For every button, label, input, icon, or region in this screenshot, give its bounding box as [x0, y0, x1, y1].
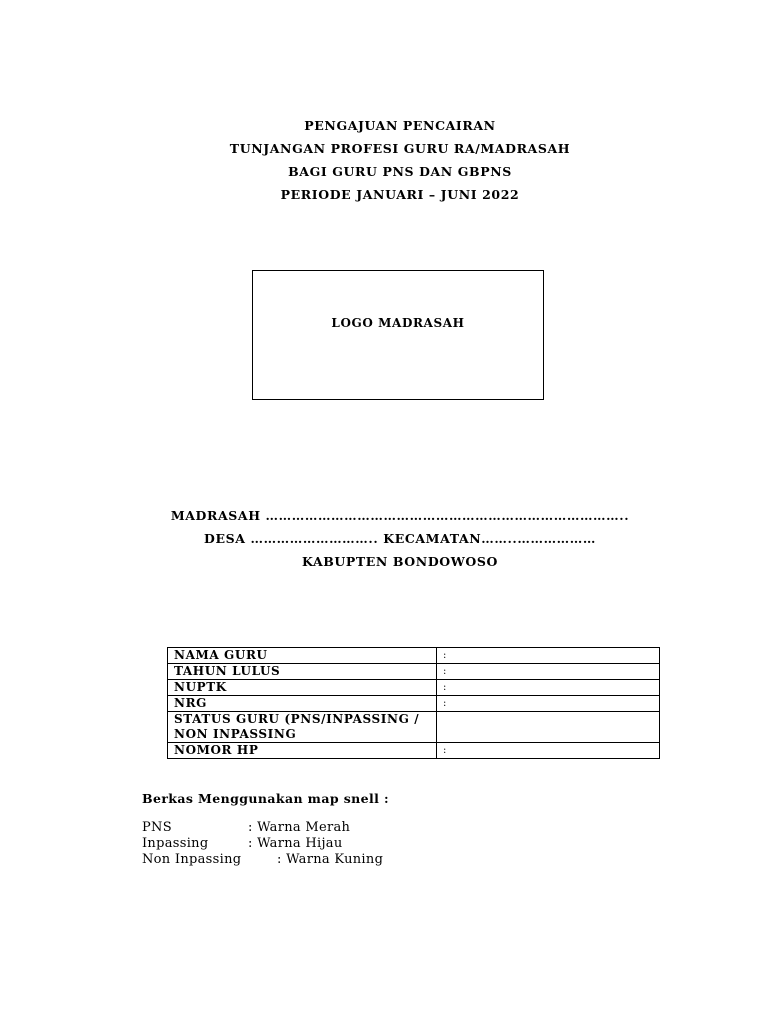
- title-line-1: PENGAJUAN PENCAIRAN: [304, 118, 496, 133]
- row-value-nomor-hp: :: [437, 743, 660, 759]
- table-row: [168, 743, 660, 759]
- row-value-nrg: :: [437, 696, 660, 712]
- row-label-nama-guru: NAMA GURU: [168, 648, 437, 664]
- kabupaten-line: KABUPTEN BONDOWOSO: [301, 554, 498, 569]
- desa-kecamatan-line: DESA ……………………….. KECAMATAN……..………………: [204, 531, 596, 546]
- berkas-heading: Berkas Menggunakan map snell :: [142, 791, 390, 806]
- table-row: [168, 712, 660, 743]
- list-item: [142, 852, 384, 868]
- list-item: [142, 836, 343, 852]
- row-label-nomor-hp: NOMOR HP: [168, 743, 437, 759]
- row-label-status-guru: STATUS GURU (PNS/INPASSING / NON INPASSING: [168, 712, 437, 743]
- list-item: [142, 820, 351, 836]
- table-row: [168, 680, 660, 696]
- folder-type-inpassing: Inpassing: [142, 836, 209, 851]
- logo-placeholder-label: LOGO MADRASAH: [331, 316, 465, 330]
- folder-color-inpassing: : Warna Hijau: [248, 836, 343, 851]
- folder-type-pns: PNS: [142, 820, 172, 835]
- document-title: [0, 114, 768, 206]
- table-row: [168, 696, 660, 712]
- logo-placeholder-box: [252, 270, 544, 400]
- table-row: [168, 648, 660, 664]
- folder-color-non-inpassing: : Warna Kuning: [277, 852, 384, 867]
- row-value-nama-guru: :: [437, 648, 660, 664]
- row-value-nuptk: :: [437, 680, 660, 696]
- row-value-status-guru: [437, 712, 660, 743]
- title-line-2: TUNJANGAN PROFESI GURU RA/MADRASAH: [229, 141, 571, 156]
- folder-type-non-inpassing: Non Inpassing: [142, 852, 242, 867]
- row-label-nrg: NRG: [168, 696, 437, 712]
- title-line-4: PERIODE JANUARI – JUNI 2022: [280, 187, 520, 202]
- teacher-info-table: [167, 647, 660, 759]
- row-label-nuptk: NUPTK: [168, 680, 437, 696]
- folder-color-pns: : Warna Merah: [248, 820, 351, 835]
- row-label-tahun-lulus: TAHUN LULUS: [168, 664, 437, 680]
- table-row: [168, 664, 660, 680]
- title-line-3: BAGI GURU PNS DAN GBPNS: [288, 164, 512, 179]
- row-value-tahun-lulus: :: [437, 664, 660, 680]
- madrasah-line: MADRASAH ………………………………………………………………………..: [170, 508, 630, 523]
- folder-color-list: [142, 820, 384, 868]
